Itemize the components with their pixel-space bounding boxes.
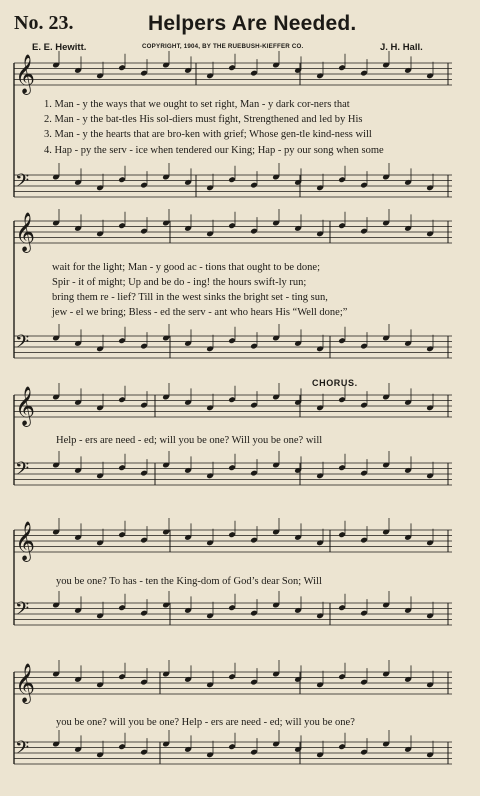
- bass-clef: 𝄢: [15, 332, 30, 357]
- treble-clef: 𝄞: [15, 212, 36, 252]
- lyricist: E. E. Hewitt.: [32, 42, 87, 53]
- bass-clef: 𝄢: [15, 171, 30, 196]
- treble-clef: 𝄞: [15, 54, 36, 94]
- hymn-number: No. 23.: [14, 12, 74, 34]
- hymn-title: Helpers Are Needed.: [148, 12, 357, 35]
- bass-clef: 𝄢: [15, 459, 30, 484]
- bass-clef: 𝄢: [15, 599, 30, 624]
- copyright-notice: COPYRIGHT, 1904, BY THE RUEBUSH-KIEFFER CO.: [142, 43, 304, 50]
- treble-clef: 𝄞: [15, 521, 36, 561]
- chorus-label: CHORUS.: [312, 378, 358, 388]
- composer: J. H. Hall.: [380, 42, 423, 53]
- bass-clef: 𝄢: [15, 738, 30, 763]
- treble-clef: 𝄞: [15, 663, 36, 703]
- treble-clef: 𝄞: [15, 386, 36, 426]
